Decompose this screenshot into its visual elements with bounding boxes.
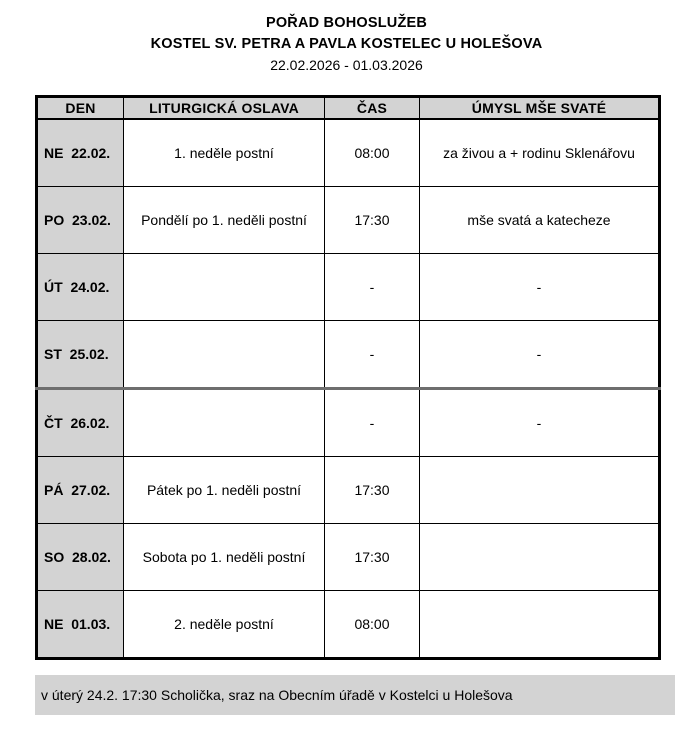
intention-cell: mše svatá a katecheze: [420, 187, 660, 254]
day-cell: SO 28.02.: [37, 524, 124, 591]
celebration-cell: [124, 321, 325, 389]
footnote-text: v úterý 24.2. 17:30 Scholička, sraz na Obecním úřadě v Kostelci u Holešova: [41, 687, 513, 703]
column-header-time: ČAS: [325, 97, 420, 120]
table-row: [37, 119, 660, 187]
column-header-intention: ÚMYSL MŠE SVATÉ: [420, 97, 660, 120]
day-cell: ST 25.02.: [37, 321, 124, 389]
date-range: 22.02.2026 - 01.03.2026: [270, 57, 423, 73]
time-cell: 08:00: [325, 119, 420, 187]
day-cell: ÚT 24.02.: [37, 254, 124, 321]
intention-cell: [420, 524, 660, 591]
column-header-liturgy: LITURGICKÁ OSLAVA: [124, 97, 325, 120]
table-row: [37, 524, 660, 591]
intention-cell: -: [420, 254, 660, 321]
schedule-table: [35, 95, 661, 660]
time-cell: 17:30: [325, 524, 420, 591]
page-title: POŘAD BOHOSLUŽEB: [265, 15, 428, 31]
column-header-day: DEN: [37, 97, 124, 120]
celebration-cell: Pondělí po 1. neděli postní: [124, 187, 325, 254]
footnote-bar: [35, 675, 675, 715]
church-name: KOSTEL SV. PETRA A PAVLA KOSTELEC U HOLEŠOVA: [150, 36, 543, 52]
celebration-cell: 1. neděle postní: [124, 119, 325, 187]
table-row: [37, 457, 660, 524]
time-cell: -: [325, 254, 420, 321]
celebration-cell: Sobota po 1. neděli postní: [124, 524, 325, 591]
day-cell: PÁ 27.02.: [37, 457, 124, 524]
time-cell: 17:30: [325, 457, 420, 524]
table-row: [37, 321, 660, 389]
table-row: [37, 187, 660, 254]
time-cell: -: [325, 321, 420, 389]
intention-cell: -: [420, 389, 660, 457]
table-header-row: [37, 97, 660, 120]
table-row: [37, 389, 660, 457]
day-cell: PO 23.02.: [37, 187, 124, 254]
intention-cell: [420, 591, 660, 659]
time-cell: 17:30: [325, 187, 420, 254]
day-cell: ČT 26.02.: [37, 389, 124, 457]
day-cell: NE 01.03.: [37, 591, 124, 659]
table-row: [37, 591, 660, 659]
intention-cell: [420, 457, 660, 524]
intention-cell: -: [420, 321, 660, 389]
intention-cell: za živou a + rodinu Sklenářovu: [420, 119, 660, 187]
celebration-cell: Pátek po 1. neděli postní: [124, 457, 325, 524]
celebration-cell: [124, 254, 325, 321]
time-cell: 08:00: [325, 591, 420, 659]
table-row: [37, 254, 660, 321]
celebration-cell: [124, 389, 325, 457]
title-block: [0, 13, 693, 76]
day-cell: NE 22.02.: [37, 119, 124, 187]
time-cell: -: [325, 389, 420, 457]
celebration-cell: 2. neděle postní: [124, 591, 325, 659]
